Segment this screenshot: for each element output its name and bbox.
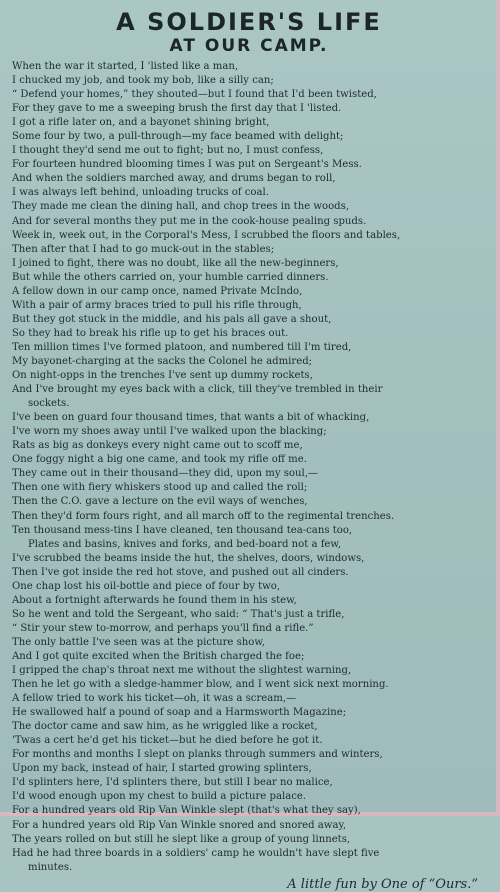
poem-line: One chap lost his oil-bottle and piece of four by two, [12, 580, 281, 592]
poem-line: For months and months I slept on planks through summers and winters, [12, 749, 383, 761]
poem-line: “ Defend your homes,” they shouted—but I found that I'd been twisted, [12, 89, 377, 101]
poem-line: Had he had three boards in a soldiers' camp he wouldn't have slept five [12, 847, 380, 859]
poem-line: For a hundred years old Rip Van Winkle snored and snored away, [12, 819, 347, 831]
poem-line: My bayonet-charging at the sacks the Colonel he admired; [12, 355, 313, 367]
poem-line: Rats as big as donkeys every night came out to scoff me, [12, 440, 303, 452]
poem-line: I gripped the chap's throat next me without the slightest warning, [12, 665, 352, 677]
poem-line: I chucked my job, and took my bob, like a silly can; [12, 75, 274, 87]
poem-line: Some four by two, a pull-through—my face beamed with delight; [12, 131, 344, 143]
poem-line: I got a rifle later on, and a bayonet shining bright, [12, 117, 270, 129]
signature: A little fun by One of “Ours.” [287, 876, 478, 892]
poem-line: On night-opps in the trenches I've sent up dummy rockets, [12, 370, 313, 382]
poem-line: The only battle I've seen was at the picture show, [12, 636, 265, 648]
poem-body [12, 60, 486, 875]
poem-line: They made me clean the dining hall, and chop trees in the woods, [12, 201, 350, 213]
poem-line: I've worn my shoes away until I've walked upon the blacking; [12, 426, 327, 438]
poem-line: I joined to fight, there was no doubt, like all the new-beginners, [12, 257, 339, 269]
poem-line: I thought they'd send me out to fight; but no, I must confess, [12, 145, 324, 157]
poem-line: But they got stuck in the middle, and his pals all gave a shout, [12, 313, 332, 325]
poem-line: For a hundred years old Rip Van Winkle slept (that's what they say), [12, 805, 361, 817]
poem-line: With a pair of army braces tried to pull his rifle through, [12, 299, 302, 311]
poem-line: They came out in their thousand—they did, upon my soul,— [12, 468, 319, 480]
poem-line: Then the C.O. gave a lecture on the evil ways of wenches, [12, 496, 308, 508]
poem-line: So he went and told the Sergeant, who said: “ That's just a trifle, [12, 608, 345, 620]
poem-line: Ten thousand mess-tins I have cleaned, ten thousand tea-cans too, [12, 524, 353, 536]
poem-line: For they gave to me a sweeping brush the first day that I 'listed. [12, 103, 342, 115]
poem-line: About a fortnight afterwards he found them in his stew, [12, 594, 297, 606]
poem-line: And for several months they put me in the cook-house pealing spuds. [12, 215, 367, 227]
poem-line: I was always left behind, unloading trucks of coal. [12, 187, 269, 199]
poem-line: The years rolled on but still he slept like a group of young linnets, [12, 833, 351, 845]
poem-line: I've been on guard four thousand times, that wants a bit of whacking, [12, 412, 370, 424]
poem-line: sockets. [28, 398, 70, 410]
poem-line: Ten million times I've formed platoon, and numbered till I'm tired, [12, 341, 352, 353]
poem-line: For fourteen hundred blooming times I was put on Sergeant's Mess. [12, 159, 362, 171]
poem-line: I'd wood enough upon my chest to build a picture palace. [12, 791, 307, 803]
poem-line: When the war it started, I 'listed like a man, [12, 61, 239, 72]
page-subtitle: AT OUR CAMP. [169, 36, 329, 56]
poem-line: A fellow down in our camp once, named Private McIndo, [12, 285, 303, 297]
poem-line: Week in, week out, in the Corporal's Mess, I scrubbed the floors and tables, [12, 229, 401, 241]
poem-line: The doctor came and saw him, as he wriggled like a rocket, [12, 721, 318, 733]
poem-line: Then one with fiery whiskers stood up and called the roll; [12, 482, 308, 494]
poem-line: minutes. [28, 861, 73, 873]
page-title: A SOLDIER'S LIFE [116, 8, 382, 36]
poem-line: “ Stir your stew to-morrow, and perhaps you'll find a rifle.” [12, 622, 314, 634]
poem-line: Then after that I had to go muck-out in the stables; [12, 243, 275, 255]
poem-line: Then they'd form fours right, and all march off to the regimental trenches. [12, 510, 395, 522]
poem-line: And I've brought my eyes back with a click, till they've trembled in their [12, 384, 383, 396]
poem-line: But while the others carried on, your humble carried dinners. [12, 271, 329, 283]
poem-line: One foggy night a big one came, and took my rifle off me. [12, 454, 307, 466]
poem-line: Plates and basins, knives and forks, and bed-board not a few, [28, 538, 342, 550]
poem-line: Then he let go with a sledge-hammer blow, and I went sick next morning. [12, 679, 389, 691]
poem-line: Upon my back, instead of hair, I started growing splinters, [12, 763, 312, 775]
poem-line: 'Twas a cert he'd get his ticket—but he died before he got it. [12, 735, 323, 747]
poem-line: And when the soldiers marched away, and drums began to roll, [12, 173, 336, 185]
poem-line: And I got quite excited when the British charged the foe; [12, 650, 305, 662]
poem-line: Then I've got inside the red hot stove, and pushed out all cinders. [12, 566, 349, 578]
poem-line: He swallowed half a pound of soap and a Harmsworth Magazine; [12, 707, 347, 719]
poem-line: I've scrubbed the beams inside the hut, the shelves, doors, windows, [12, 552, 365, 564]
poem-line: A fellow tried to work his ticket—oh, it was a scream,— [12, 693, 297, 705]
poem-line: I'd splinters here, I'd splinters there, but still I bear no malice, [12, 777, 333, 789]
poem-line: So they had to break his rifle up to get his braces out. [12, 327, 289, 339]
